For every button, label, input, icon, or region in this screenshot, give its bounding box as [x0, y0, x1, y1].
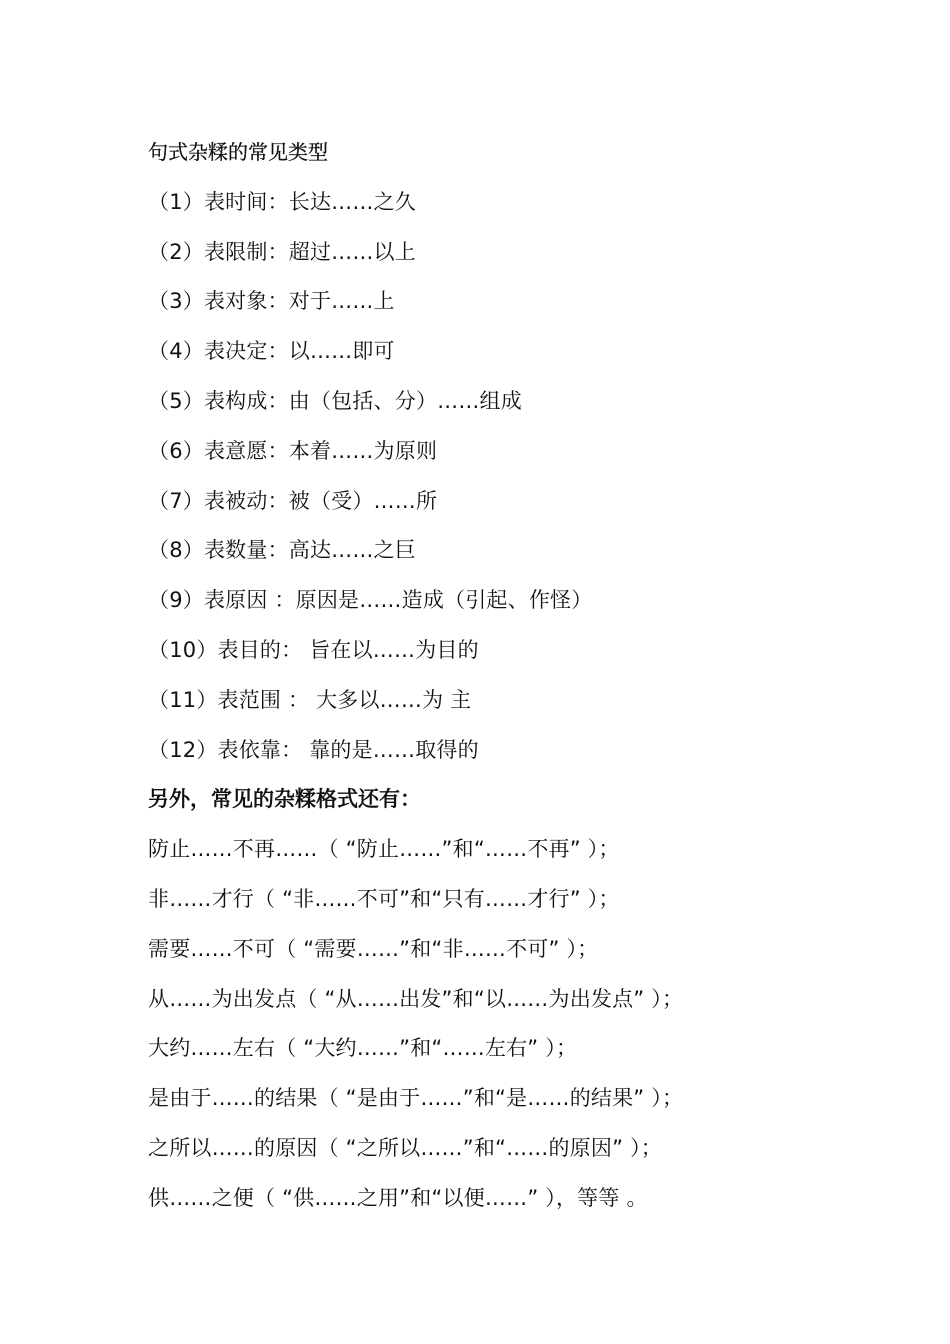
pattern-item-6: 是由于……的结果（ “是由于……”和“是……的结果” ）；	[148, 1086, 684, 1111]
type-item-1: （1）表时间：长达……之久	[148, 189, 416, 214]
type-item-2: （2）表限制：超过……以上	[148, 239, 416, 264]
pattern-item-2: 非……才行（ “非……不可”和“只有……才行” ）；	[148, 886, 620, 911]
type-item-6: （6）表意愿：本着……为原则	[148, 438, 438, 463]
type-item-5: （5）表构成：由（包括、分）……组成	[148, 388, 522, 413]
type-item-12: （12）表依靠： 靠的是……取得的	[148, 737, 479, 762]
type-item-9: （9）表原因 ：原因是……造成（引起、作怪）	[148, 588, 593, 613]
type-item-11: （11）表范围 ： 大多以……为 主	[148, 687, 472, 712]
type-item-10: （10）表目的： 旨在以……为目的	[148, 637, 479, 662]
pattern-item-5: 大约……左右（ “大约……”和“……左右” ）；	[148, 1036, 578, 1061]
pattern-item-4: 从……为出发点（ “从……出发”和“以……为出发点” ）；	[148, 986, 684, 1011]
pattern-item-8: 供……之便（ “供……之用”和“以便……” ），等等 。	[148, 1185, 648, 1210]
subheading: 另外，常见的杂糅格式还有：	[148, 787, 421, 812]
document-title: 句式杂糅的常见类型	[148, 140, 328, 164]
document-body	[148, 128, 868, 1224]
type-item-4: （4）表决定：以……即可	[148, 339, 395, 364]
pattern-item-1: 防止……不再……（ “防止……”和“……不再” ）；	[148, 837, 620, 862]
pattern-list	[148, 825, 868, 1223]
type-list	[148, 178, 868, 776]
type-item-8: （8）表数量：高达……之巨	[148, 538, 416, 563]
type-item-7: （7）表被动：被（受）……所	[148, 488, 438, 513]
pattern-item-7: 之所以……的原因（ “之所以……”和“……的原因” ）；	[148, 1135, 662, 1160]
pattern-item-3: 需要……不可（ “需要……”和“非……不可” ）；	[148, 936, 599, 961]
type-item-3: （3）表对象：对于……上	[148, 289, 395, 314]
